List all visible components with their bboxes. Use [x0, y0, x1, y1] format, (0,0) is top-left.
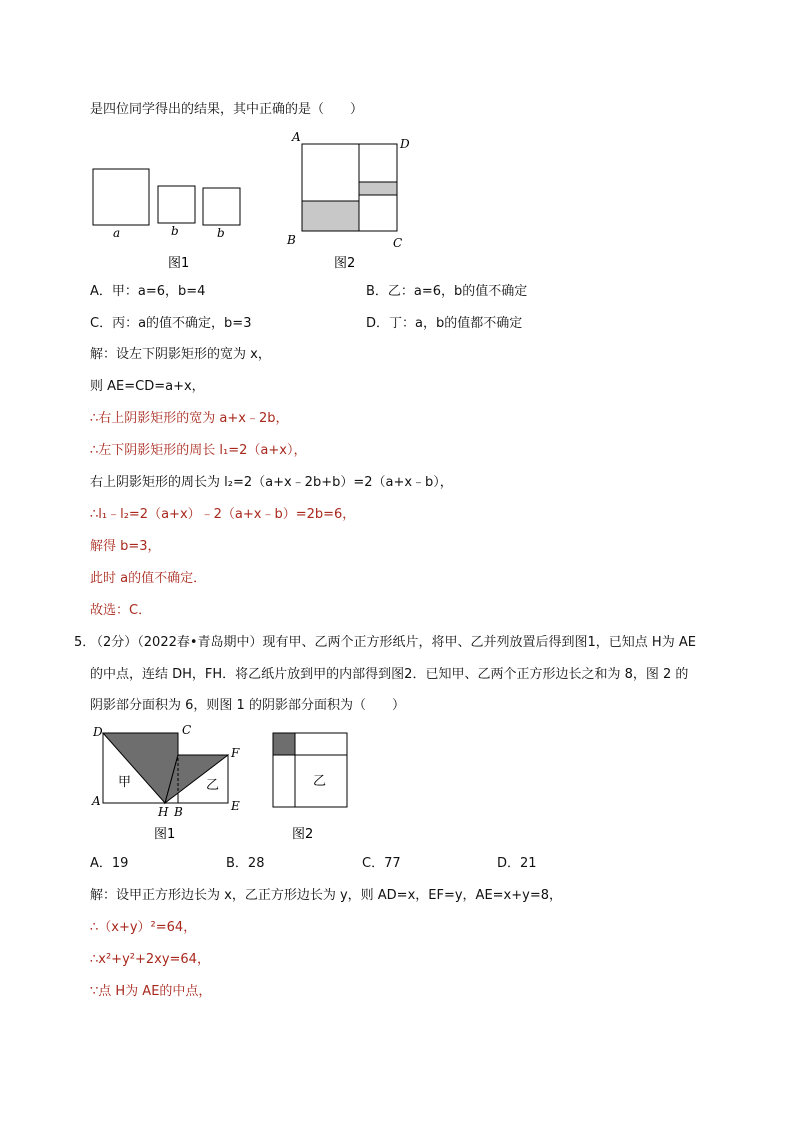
q4-solution-line-1: 解：设左下阴影矩形的宽为 x， [90, 347, 271, 362]
q4-figure-1 [88, 165, 248, 277]
q5-solution-line-4: ∵点 H为 AE的中点， [90, 984, 212, 999]
shaded-corner [273, 733, 295, 755]
label-yi: 乙 [206, 778, 220, 793]
q5-option-a: A．19 [90, 856, 129, 871]
label-B: B [174, 805, 183, 819]
q4-solution-line-6: ∴l₁﹣l₂=2（a+x）﹣2（a+x﹣b）=2b=6， [90, 507, 356, 522]
label-yi: 乙 [313, 774, 327, 789]
left-square [302, 144, 359, 201]
square-b-2 [203, 188, 240, 225]
q4-solution-line-5: 右上阴影矩形的周长为 l₂=2（a+x﹣2b+b）=2（a+x﹣b）， [90, 475, 453, 490]
square-a [93, 169, 149, 225]
label-C: C [393, 236, 403, 250]
q5-option-c: C．77 [362, 856, 401, 871]
fig2-caption: 图2 [292, 827, 314, 842]
q5-solution-line-2: ∴（x+y）²=64， [90, 920, 197, 935]
label-b-1: b [171, 224, 179, 238]
q4-solution-line-2: 则 AE=CD=a+x， [90, 379, 205, 394]
label-C: C [182, 723, 192, 737]
q4-option-b: B．乙：a=6，b的值不确定 [366, 284, 528, 299]
q4-figure-2 [284, 128, 424, 274]
q4-stem-tail: 是四位同学得出的结果，其中正确的是（ ） [90, 102, 364, 117]
fig1-caption: 图1 [168, 256, 190, 271]
q4-solution-line-9: 故选：C． [90, 603, 152, 618]
q4-option-c: C．丙：a的值不确定，b=3 [90, 316, 252, 331]
label-D: D [400, 137, 410, 151]
q5-stem-line-2: 的中点，连结 DH，FH．将乙纸片放到甲的内部得到图2．已知甲、乙两个正方形边长之和为 8，图 2 的 [90, 667, 689, 682]
q5-stem-line-1: （2分）（2022春•青岛期中）现有甲、乙两个正方形纸片，将甲、乙并列放置后得到图1，已知点 H为 AE [90, 635, 696, 650]
q4-option-a: A．甲：a=6，b=4 [90, 284, 206, 299]
q5-solution-line-1: 解：设甲正方形边长为 x，乙正方形边长为 y，则 AD=x，EF=y，AE=x+y=8， [90, 888, 562, 903]
label-F: F [231, 746, 240, 760]
label-E: E [231, 799, 240, 813]
label-B: B [287, 233, 296, 247]
shaded-triangle-dh [103, 733, 178, 803]
q4-solution-line-3: ∴右上阴影矩形的宽为 a+x﹣2b， [90, 411, 289, 426]
q5-number: 5． [74, 635, 96, 650]
q4-solution-line-8: 此时 a的值不确定． [90, 571, 207, 586]
q5-stem-line-3: 阴影部分面积为 6，则图 1 的阴影部分面积为（ ） [90, 698, 405, 713]
label-jia: 甲 [118, 775, 132, 790]
q5-solution-line-3: ∴x²+y²+2xy=64， [90, 952, 210, 967]
label-a: a [113, 226, 121, 240]
label-A: A [92, 794, 101, 808]
label-b-2: b [217, 226, 225, 240]
fig1-caption: 图1 [154, 827, 176, 842]
shaded-upper-right [359, 182, 397, 195]
square-b-1 [158, 186, 195, 223]
fig2-caption: 图2 [334, 256, 356, 271]
q4-option-d: D．丁：a，b的值都不确定 [366, 316, 523, 331]
right-top-square [359, 144, 397, 182]
q5-figure-2 [270, 730, 355, 850]
q5-figure-1 [88, 722, 258, 850]
label-A: A [292, 130, 301, 144]
shaded-lower-left [302, 201, 359, 231]
q4-solution-line-4: ∴左下阴影矩形的周长 l₁=2（a+x）， [90, 443, 307, 458]
label-D: D [93, 725, 103, 739]
label-H: H [158, 805, 169, 819]
q5-option-d: D．21 [497, 856, 537, 871]
q4-solution-line-7: 解得 b=3， [90, 539, 161, 554]
q5-option-b: B．28 [226, 856, 265, 871]
